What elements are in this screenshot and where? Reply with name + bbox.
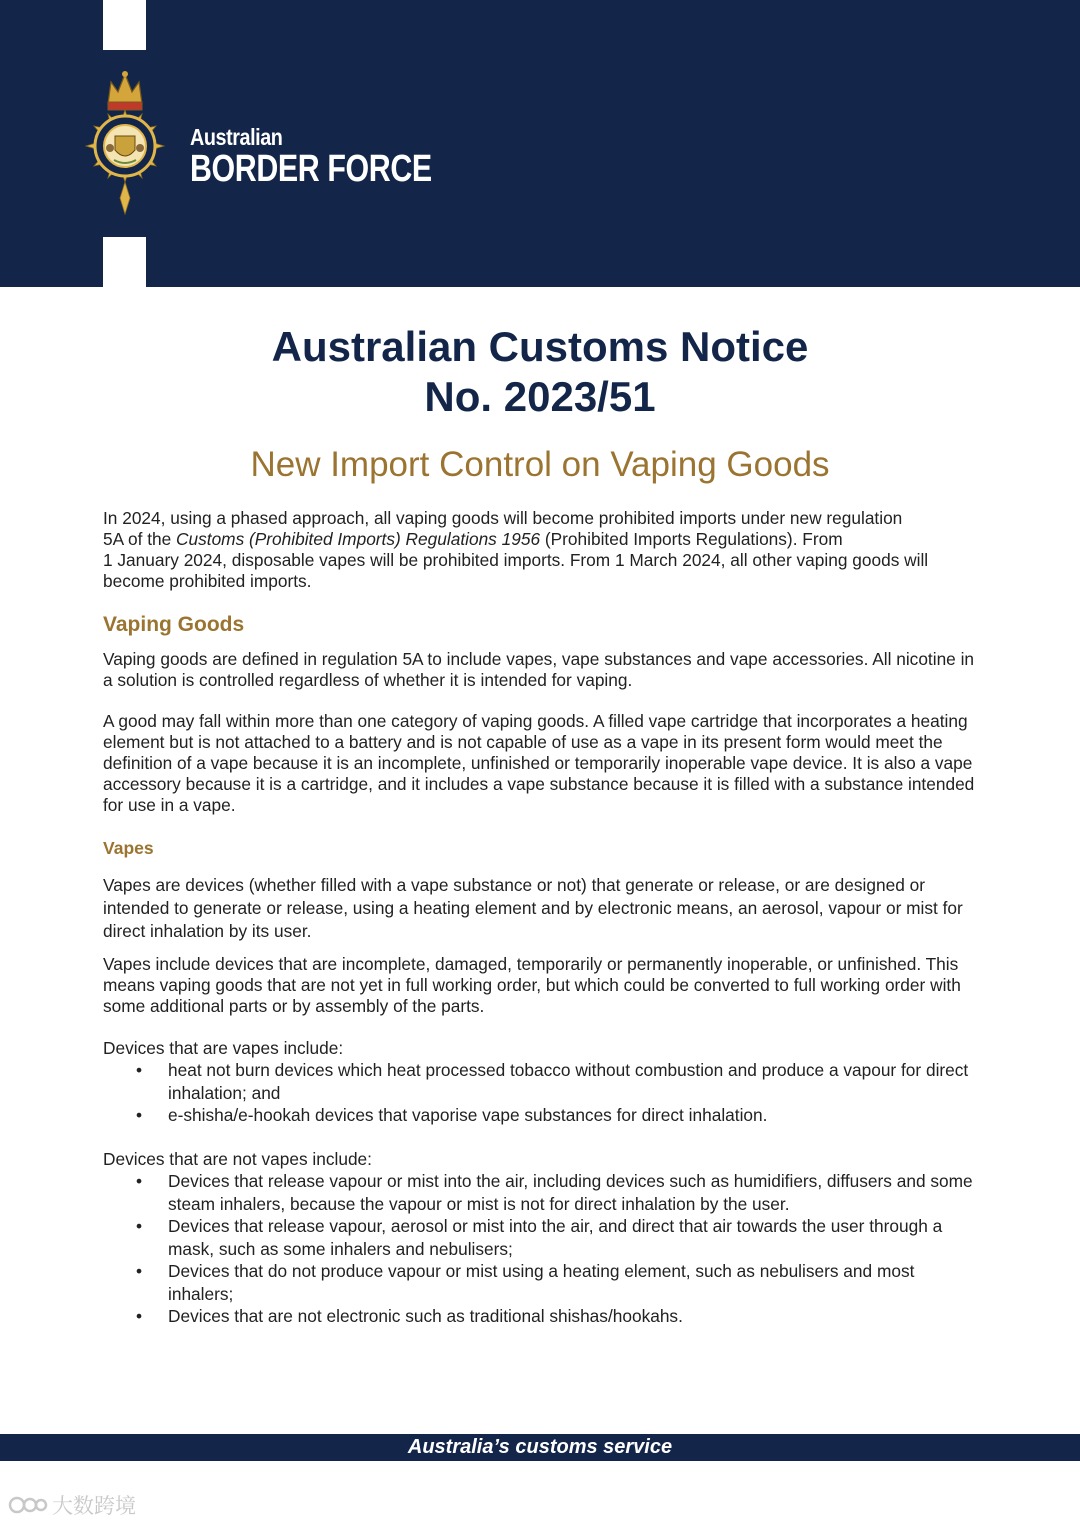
- list-item-text: Devices that are not electronic such as traditional shishas/hookahs.: [168, 1306, 683, 1326]
- list-item: [103, 1260, 983, 1305]
- title-line-1: Australian Customs Notice: [271, 323, 809, 370]
- header-white-bar-bottom: [103, 237, 146, 287]
- footer-tagline: Australia’s customs service: [407, 1436, 673, 1458]
- list-item: [103, 1305, 983, 1328]
- intro-paragraph: [103, 508, 983, 592]
- list-item: [103, 1104, 983, 1127]
- brand-line-australian: Australian: [190, 124, 283, 150]
- are-vapes-intro: Devices that are vapes include:: [103, 1038, 344, 1058]
- intro-line-1: In 2024, using a phased approach, all vaping goods will become prohibited imports under new regulation: [103, 508, 903, 528]
- list-item-text: Devices that release vapour or mist into the air, including devices such as humidifiers, diffusers and some steam inhalers, because the vapour or mist is not for direct inhalation by the user.: [168, 1171, 973, 1214]
- header-white-bar-top: [103, 0, 146, 50]
- footer-banner: [0, 1434, 1080, 1461]
- bullet-icon: •: [136, 1216, 143, 1236]
- brand-line-border-force: BORDER FORCE: [190, 148, 432, 190]
- intro-line-3: 1 January 2024, disposable vapes will be prohibited imports. From 1 March 2024, all other vaping goods will: [103, 550, 929, 570]
- are-vapes-list: [103, 1059, 983, 1127]
- intro-line-4: become prohibited imports.: [103, 571, 312, 591]
- list-item: [103, 1170, 983, 1215]
- watermark-logo-icon: [8, 1494, 48, 1516]
- australian-border-force-crest-icon: [78, 68, 172, 216]
- bullet-icon: •: [136, 1105, 143, 1125]
- brand-wordmark: [190, 124, 492, 188]
- intro-line-2-post: (Prohibited Imports Regulations). From: [540, 529, 843, 549]
- vaping-goods-paragraph-2: A good may fall within more than one category of vaping goods. A filled vape cartridge that incorporates a heating element but is not attached to a battery and is not capable of use as a vape in its present form would meet the definition of a vape because it is an incomplete, unfinished or temporarily inoperable vape device. It is also a vape accessory because it is a cartridge, and it includes a vape substance because it is filled with a substance intended for use in a vape.: [103, 711, 975, 815]
- intro-line-2: [103, 529, 983, 550]
- intro-line-2-pre: 5A of the: [103, 529, 177, 549]
- list-item-text: e-shisha/e-hookah devices that vaporise vape substances for direct inhalation.: [168, 1105, 768, 1125]
- list-item: [103, 1059, 983, 1104]
- page-subtitle: New Import Control on Vaping Goods: [250, 445, 830, 484]
- regulation-title: Customs (Prohibited Imports) Regulations 1956: [176, 529, 541, 549]
- title-line-2: No. 2023/51: [424, 373, 656, 420]
- list-item-text: Devices that do not produce vapour or mist using a heating element, such as nebulisers and most inhalers;: [168, 1261, 915, 1304]
- bullet-icon: •: [136, 1306, 143, 1326]
- list-item-text: Devices that release vapour, aerosol or mist into the air, and direct that air towards the user through a mask, such as some inhalers and nebulisers;: [168, 1216, 943, 1259]
- watermark: [8, 1490, 136, 1520]
- vapes-paragraph-2: Vapes include devices that are incomplete, damaged, temporarily or permanently inoperable, or unfinished. This means vaping goods that are not yet in full working order, but which could be converted to full working order with some additional parts or by assembly of the parts.: [103, 954, 961, 1016]
- bullet-icon: •: [136, 1261, 143, 1281]
- header-banner: [0, 0, 1080, 287]
- bullet-icon: •: [136, 1060, 143, 1080]
- list-item: [103, 1215, 983, 1260]
- not-vapes-intro: Devices that are not vapes include:: [103, 1149, 372, 1169]
- not-vapes-list: [103, 1170, 983, 1328]
- list-item-text: heat not burn devices which heat processed tobacco without combustion and produce a vapour for direct inhalation; and: [168, 1060, 969, 1103]
- vapes-paragraph-1: Vapes are devices (whether filled with a vape substance or not) that generate or release, or are designed or intended to generate or release, using a heating element and by electronic means, an aerosol, vapour or mist for direct inhalation by its user.: [103, 875, 963, 941]
- watermark-text: 大数跨境: [52, 1495, 136, 1518]
- vaping-goods-paragraph-1: Vaping goods are defined in regulation 5A to include vapes, vape substances and vape accessories. All nicotine in a solution is controlled regardless of whether it is intended for vaping.: [103, 649, 975, 690]
- bullet-icon: •: [136, 1171, 143, 1191]
- heading-vapes: Vapes: [103, 838, 154, 858]
- page-title: [0, 322, 1080, 422]
- heading-vaping-goods: Vaping Goods: [103, 613, 245, 636]
